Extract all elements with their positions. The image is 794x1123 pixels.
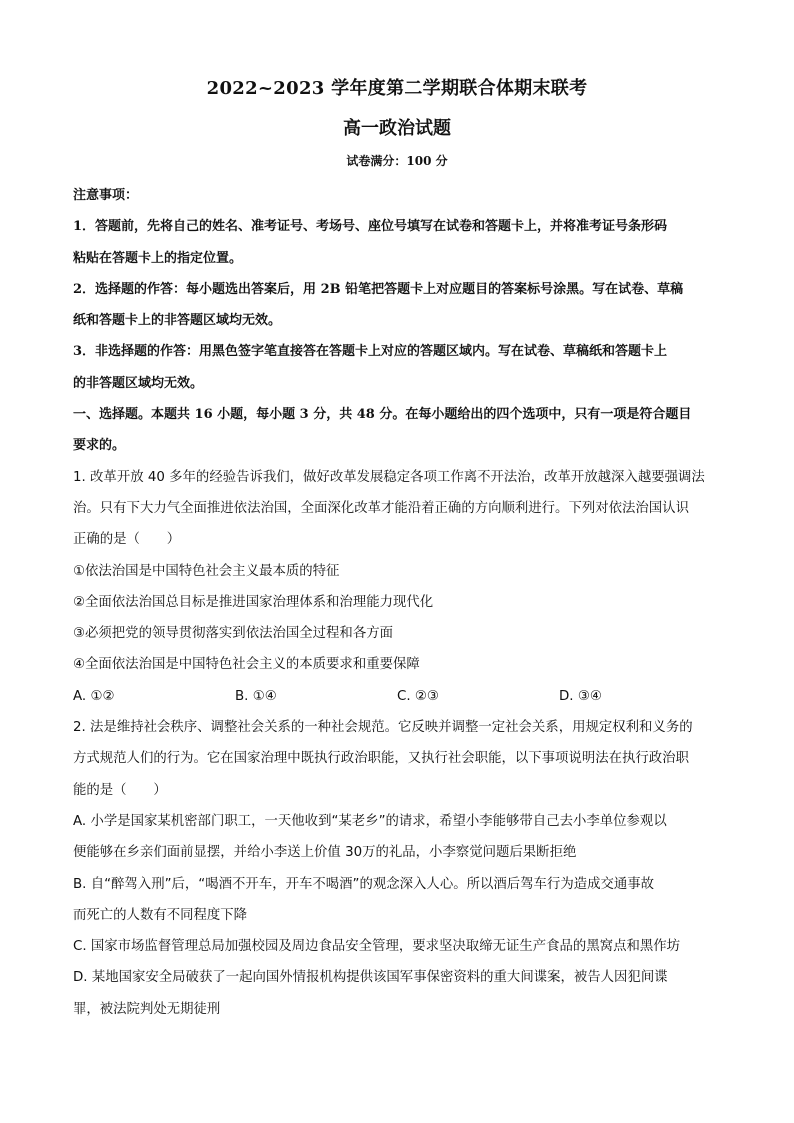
question-2-option: 而死亡的人数有不同程度下降 bbox=[73, 907, 248, 923]
notice-line: 1．答题前，先将自己的姓名、准考证号、考场号、座位号填写在试卷和答题卡上，并将准考证号条形码 bbox=[73, 219, 668, 235]
section-heading: 一、选择题。本题共 16 小题，每小题 3 分，共 48 分。在每小题给出的四个选项中，只有一项是符合题目 bbox=[73, 407, 692, 423]
question-2-option: D. 某地国家安全局破获了一起向国外情报机构提供该国军事保密资料的重大间谍案，被告人因犯间谍 bbox=[73, 970, 668, 986]
question-1-item: ①依法治国是中国特色社会主义最本质的特征 bbox=[73, 563, 340, 579]
option-b: B. ①④ bbox=[235, 688, 277, 704]
notice-line: 3．非选择题的作答：用黑色签字笔直接答在答题卡上对应的答题区域内。写在试卷、草稿纸和答题卡上 bbox=[73, 344, 668, 360]
question-2-option: A. 小学是国家某机密部门职工，一天他收到“某老乡”的请求，希望小李能够带自己去小李单位参观以 bbox=[73, 813, 667, 829]
question-2-option: B. 自“醉驾入刑”后，“喝酒不开车，开车不喝酒”的观念深入人心。所以酒后驾车行为造成交通事故 bbox=[73, 876, 655, 892]
option-c: C. ②③ bbox=[397, 688, 439, 704]
section-heading: 要求的。 bbox=[73, 438, 126, 454]
question-1-stem: 治。只有下大力气全面推进依法治国，全面深化改革才能沿着正确的方向顺利进行。下列对依法治国认识 bbox=[73, 500, 689, 516]
question-2-option: 罪，被法院判处无期徒刑 bbox=[73, 1001, 221, 1017]
notice-heading: 注意事项： bbox=[73, 188, 139, 203]
exam-title: 2022~2023 学年度第二学期联合体期末联考 bbox=[206, 78, 588, 99]
question-2-option: 便能够在乡亲们面前显摆，并给小李送上价值 30万的礼品，小李察觉问题后果断拒绝 bbox=[73, 845, 577, 861]
question-2-stem: 能的是（ ） bbox=[73, 782, 167, 798]
option-d: D. ③④ bbox=[559, 688, 602, 704]
question-1-item: ③必须把党的领导贯彻落实到依法治国全过程和各方面 bbox=[73, 626, 393, 642]
notice-line: 纸和答题卡上的非答题区域均无效。 bbox=[73, 313, 282, 329]
notice-line: 的非答题区域均无效。 bbox=[73, 375, 204, 391]
notice-line: 粘贴在答题卡上的指定位置。 bbox=[73, 250, 243, 266]
question-1-stem: 1. 改革开放 40 多年的经验告诉我们，做好改革发展稳定各项工作离不开法治，改革开放越深入越要强调法 bbox=[73, 469, 705, 485]
exam-content bbox=[73, 180, 721, 1025]
question-1-item: ②全面依法治国总目标是推进国家治理体系和治理能力现代化 bbox=[73, 594, 434, 610]
notice-line: 2．选择题的作答：每小题选出答案后，用 2B 铅笔把答题卡上对应题目的答案标号涂黑。写在试卷、草稿 bbox=[73, 281, 684, 297]
question-2-option: C. 国家市场监督管理总局加强校园及周边食品安全管理，要求坚决取缔无证生产食品的黑窝点和黑作坊 bbox=[73, 939, 681, 955]
option-a: A. ①② bbox=[73, 688, 115, 704]
question-2-stem: 方式规范人们的行为。它在国家治理中既执行政治职能，又执行社会职能，以下事项说明法在执行政治职 bbox=[73, 751, 689, 767]
question-2-stem: 2. 法是维持社会秩序、调整社会关系的一种社会规范。它反映并调整一定社会关系，用规定权利和义务的 bbox=[73, 720, 693, 736]
exam-subtitle: 高一政治试题 bbox=[343, 118, 451, 139]
total-score: 试卷满分：100 分 bbox=[346, 154, 448, 168]
question-1-stem: 正确的是（ ） bbox=[73, 532, 181, 548]
question-1-item: ④全面依法治国是中国特色社会主义的本质要求和重要保障 bbox=[73, 657, 420, 673]
question-1-options bbox=[73, 681, 721, 712]
